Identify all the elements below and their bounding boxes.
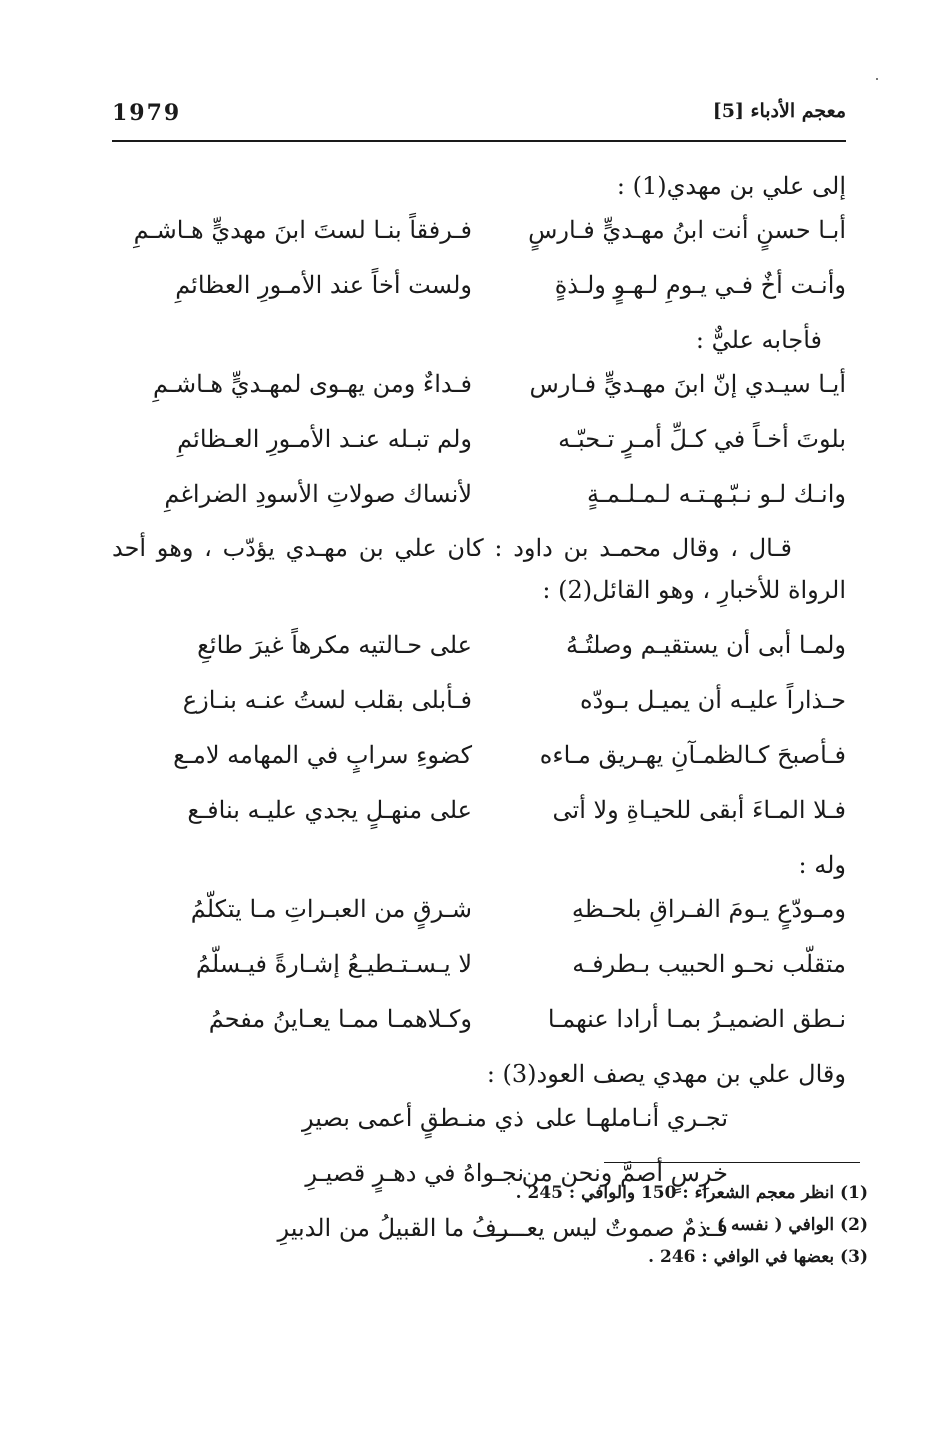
verse xyxy=(112,208,846,263)
verse-second-hemistich: ولست أخاً عند الأمـورِ العظائمِ xyxy=(175,271,472,299)
footnote: (1) انظر معجم الشعراء : 150 والوافي : 245 . xyxy=(515,1183,868,1203)
verse-second-hemistich: ذي منـطقٍ أعمى بصيرِ xyxy=(301,1104,524,1132)
verse xyxy=(112,362,846,417)
verse-first-hemistich: نـطق الضميـرُ بمـا أرادا عنهمـا xyxy=(547,1005,846,1033)
verse-second-hemistich: على منهـلٍ يجدي عليـه بنافـع xyxy=(187,796,472,824)
verse-first-hemistich: ومـودّعٍ يـومَ الفـراقِ بلحـظهِ xyxy=(571,895,846,923)
verse-second-hemistich: فـداءٌ ومن يهـوى لمهـديٍّ هـاشـمِ xyxy=(152,370,472,398)
verse xyxy=(112,678,846,733)
verse-first-hemistich: حـذاراً عليـه أن يميـل بـودّه xyxy=(580,686,846,714)
poem-4 xyxy=(112,887,846,1052)
scan-speck xyxy=(876,78,878,80)
verse-second-hemistich: كضوءِ سرابٍ في المهامه لامـع xyxy=(173,741,472,769)
reply-intro: فأجابه عليٌّ : xyxy=(695,326,822,354)
spacer xyxy=(112,611,846,623)
verse-second-hemistich: لا يـسـتـطيـعُ إشـارةً فيـسلّمُ xyxy=(195,950,472,978)
verse-second-hemistich: شـرقٍ من العبـراتِ مـا يتكلّمُ xyxy=(190,895,472,923)
page-number: 1979 xyxy=(112,100,182,126)
verse xyxy=(112,942,846,997)
verse-first-hemistich: أيـا سيـدي إنّ ابنَ مهـديٍّ فـارس xyxy=(529,370,846,398)
verse-first-hemistich: أبـا حسنٍ أنت ابنُ مهـديٍّ فـارسٍ xyxy=(528,216,846,244)
verse xyxy=(112,733,846,788)
verse-first-hemistich: فـأصبحَ كـالظمـآنِ يهـريق مـاءه xyxy=(539,741,846,769)
page-body xyxy=(112,164,846,1261)
intro-line-2: وله : xyxy=(798,851,846,879)
verse xyxy=(112,788,846,843)
verse xyxy=(112,417,846,472)
verse-first-hemistich: خرِسٍ أصمَّ ونحن من xyxy=(521,1159,728,1187)
verse xyxy=(112,887,846,942)
verse-first-hemistich: وأنـت أخٌ فـي يـومِ لـهـوٍ ولـذةٍ xyxy=(554,271,846,299)
poem-1 xyxy=(112,208,846,318)
poem-2 xyxy=(112,362,846,527)
footnote: (3) بعضها في الوافي : 246 . xyxy=(648,1247,868,1267)
verse-first-hemistich: متقلّب نحـو الحبيب بـطرفـه xyxy=(572,950,846,978)
footnote-rule xyxy=(604,1162,860,1163)
verse-second-hemistich: على حـالتيه مكرهاً غيرَ طائعِ xyxy=(197,631,472,659)
verse-second-hemistich: نجـواهُ في دهـرٍ قصيـرِ xyxy=(305,1159,524,1187)
footnotes xyxy=(516,1177,868,1273)
verse-first-hemistich: تجـري أنـاملهـا على xyxy=(535,1104,728,1132)
running-title: معجم الأدباء [5] xyxy=(712,100,846,122)
verse xyxy=(112,997,846,1052)
verse-first-hemistich: بلوتَ أخـاً في كـلِّ أمـرٍ تـحبّـه xyxy=(558,425,846,453)
verse-first-hemistich: ولمـا أبى أن يستقيـم وصلتُـهُ xyxy=(565,631,846,659)
intro-line-1: إلى علي بن مهدي(1) : xyxy=(616,172,846,200)
verse-second-hemistich: ولم تبـله عنـد الأمـورِ العـظائمِ xyxy=(177,425,472,453)
verse-first-hemistich: فـلا المـاءَ أبقى للحيـاةِ ولا أتى xyxy=(552,796,846,824)
verse-second-hemistich: فـأبلى بقلب لستُ عنـه بنـازع xyxy=(182,686,472,714)
verse-second-hemistich: ــرفُ ما القبيلُ من الدبيرِ xyxy=(277,1214,524,1242)
prose-text: قـال ، وقال محمـد بن داود : كان علي بن مهـدي يؤدّب ، وهو أحد الرواة للأخبارِ ، وهو القائل(2) : xyxy=(112,534,846,604)
poem-3 xyxy=(112,623,846,843)
verse-first-hemistich: فـذمٌ صموتٌ ليس يعـــــ xyxy=(491,1214,728,1242)
verse xyxy=(112,263,846,318)
verse-second-hemistich: لأنساك صولاتِ الأسودِ الضراغمِ xyxy=(164,480,472,508)
intro-line-3: وقال علي بن مهدي يصف العود(3) : xyxy=(486,1060,846,1088)
prose-paragraph xyxy=(112,527,846,611)
verse xyxy=(112,472,846,527)
verse-second-hemistich: وكـلاهمـا ممـا يعـاينُ مفحمُ xyxy=(208,1005,472,1033)
verse xyxy=(112,1096,846,1151)
footnote: (2) الوافي ( نفسه ) . xyxy=(705,1215,868,1235)
verse-first-hemistich: وانـك لـو نـبّـهـتـه لـمـلـمـةٍ xyxy=(586,480,846,508)
header-rule xyxy=(112,140,846,142)
verse xyxy=(112,623,846,678)
verse-second-hemistich: فـرفقاً بنـا لستَ ابنَ مهديٍّ هـاشـمِ xyxy=(133,216,472,244)
